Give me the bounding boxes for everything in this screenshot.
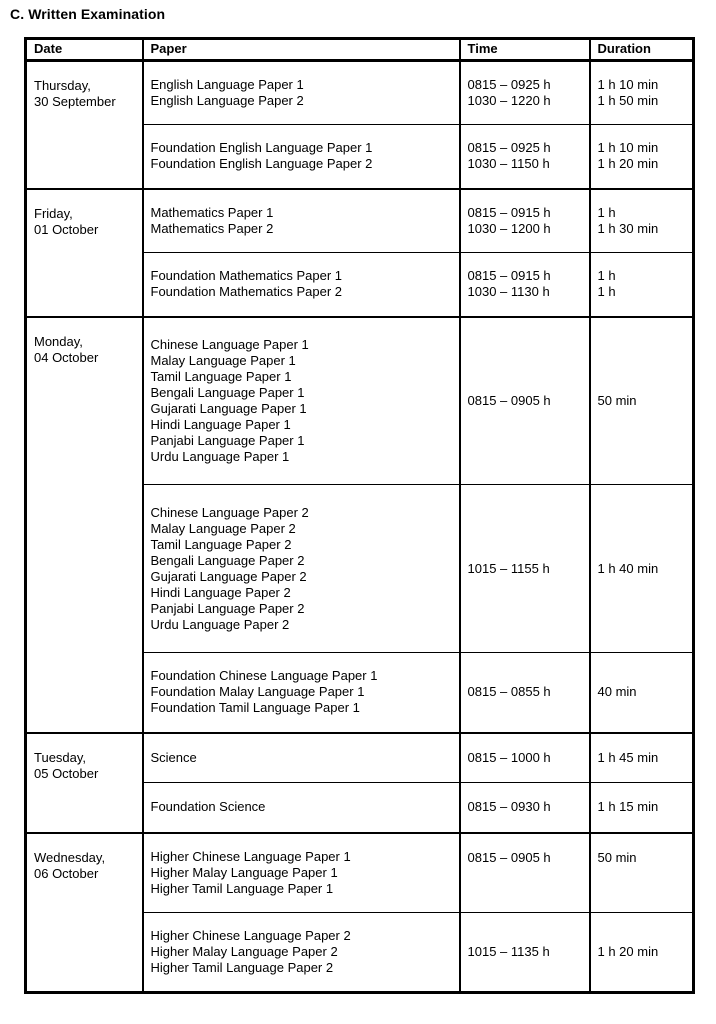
paper-cell xyxy=(143,61,460,125)
duration-line: 1 h 10 min xyxy=(597,140,659,156)
paper-line: Malay Language Paper 1 xyxy=(150,352,296,368)
paper-line: Bengali Language Paper 2 xyxy=(150,552,305,568)
time-line: 1015 – 1135 h xyxy=(467,944,550,959)
time-line: 0815 – 0905 h xyxy=(467,849,551,865)
paper-line: Bengali Language Paper 1 xyxy=(150,384,305,400)
time-line: 0815 – 0915 h xyxy=(467,268,551,284)
duration-cell xyxy=(590,189,694,253)
time-cell xyxy=(460,317,590,485)
duration-cell xyxy=(590,653,694,733)
time-line: 1015 – 1155 h xyxy=(467,560,550,576)
paper-line: Urdu Language Paper 1 xyxy=(150,448,290,464)
time-line: 0815 – 0915 h xyxy=(467,204,551,220)
paper-line: Higher Malay Language Paper 2 xyxy=(150,944,338,959)
column-header-date: Date xyxy=(26,39,143,61)
paper-cell xyxy=(143,485,460,653)
duration-line: 1 h 50 min xyxy=(597,93,659,108)
paper-cell xyxy=(143,913,460,993)
paper-line: Foundation English Language Paper 2 xyxy=(150,156,373,172)
duration-line: 1 h xyxy=(597,268,616,284)
paper-line: Mathematics Paper 1 xyxy=(150,204,274,220)
date-line: Monday, xyxy=(34,333,83,349)
paper-line: Foundation Tamil Language Paper 1 xyxy=(150,700,360,716)
time-cell xyxy=(460,485,590,653)
paper-line: Science xyxy=(150,749,197,765)
section-heading: C. Written Examination xyxy=(10,6,166,22)
paper-line: Hindi Language Paper 2 xyxy=(150,584,291,600)
date-line: Friday, xyxy=(34,205,73,221)
time-line: 0815 – 0930 h xyxy=(467,799,551,815)
time-line: 0815 – 0925 h xyxy=(467,140,551,156)
date-line: Thursday, xyxy=(34,78,91,93)
timetable-row xyxy=(26,317,694,485)
duration-line: 1 h xyxy=(597,204,616,220)
paper-line: Higher Chinese Language Paper 1 xyxy=(150,848,351,864)
column-header-time: Time xyxy=(460,39,590,61)
duration-line: 1 h 15 min xyxy=(597,799,659,815)
paper-line: Foundation Mathematics Paper 1 xyxy=(150,268,342,284)
paper-line: Tamil Language Paper 2 xyxy=(150,536,292,552)
duration-cell xyxy=(590,317,694,485)
paper-line: Tamil Language Paper 1 xyxy=(150,368,292,384)
duration-line: 1 h 30 min xyxy=(597,220,659,236)
paper-cell xyxy=(143,253,460,317)
duration-line: 1 h xyxy=(597,284,616,300)
duration-line: 1 h 40 min xyxy=(597,560,659,576)
paper-cell xyxy=(143,125,460,189)
time-cell xyxy=(460,61,590,125)
time-line: 1030 – 1220 h xyxy=(467,93,551,108)
time-line: 0815 – 0925 h xyxy=(467,77,551,92)
paper-line: English Language Paper 1 xyxy=(150,77,304,92)
date-cell xyxy=(26,833,143,993)
timetable-row xyxy=(26,61,694,125)
time-line: 1030 – 1200 h xyxy=(467,220,551,236)
paper-line: Hindi Language Paper 1 xyxy=(150,416,291,432)
date-line: 30 September xyxy=(34,94,116,109)
time-line: 1030 – 1150 h xyxy=(467,156,550,172)
paper-line: Gujarati Language Paper 1 xyxy=(150,400,307,416)
duration-line: 1 h 20 min xyxy=(597,156,659,172)
time-cell xyxy=(460,913,590,993)
time-cell xyxy=(460,189,590,253)
date-line: 05 October xyxy=(34,765,99,781)
duration-line: 1 h 45 min xyxy=(597,749,659,765)
duration-cell xyxy=(590,913,694,993)
table-body xyxy=(26,61,694,993)
duration-line: 50 min xyxy=(597,849,637,865)
paper-line: Urdu Language Paper 2 xyxy=(150,616,290,632)
time-cell xyxy=(460,125,590,189)
time-line: 0815 – 0855 h xyxy=(467,684,551,700)
duration-cell xyxy=(590,733,694,783)
time-line: 0815 – 1000 h xyxy=(467,749,551,765)
date-cell xyxy=(26,733,143,833)
timetable-row xyxy=(26,189,694,253)
duration-cell xyxy=(590,61,694,125)
duration-cell xyxy=(590,125,694,189)
paper-line: Foundation Chinese Language Paper 1 xyxy=(150,668,378,684)
paper-line: Foundation Mathematics Paper 2 xyxy=(150,284,342,300)
date-line: Wednesday, xyxy=(34,849,106,865)
paper-cell xyxy=(143,317,460,485)
paper-line: Higher Tamil Language Paper 2 xyxy=(150,960,334,975)
exam-timetable xyxy=(24,37,695,994)
time-cell xyxy=(460,733,590,783)
paper-cell xyxy=(143,833,460,913)
paper-line: Gujarati Language Paper 2 xyxy=(150,568,307,584)
duration-cell xyxy=(590,783,694,833)
paper-line: Higher Malay Language Paper 1 xyxy=(150,864,338,880)
duration-line: 50 min xyxy=(597,392,637,408)
paper-line: Mathematics Paper 2 xyxy=(150,220,274,236)
paper-cell xyxy=(143,733,460,783)
duration-cell xyxy=(590,253,694,317)
date-line: 01 October xyxy=(34,221,99,237)
paper-line: Foundation Malay Language Paper 1 xyxy=(150,684,365,700)
paper-line: Panjabi Language Paper 2 xyxy=(150,600,305,616)
paper-line: Malay Language Paper 2 xyxy=(150,520,296,536)
paper-line: Higher Tamil Language Paper 1 xyxy=(150,880,334,896)
column-header-duration: Duration xyxy=(590,39,694,61)
paper-line: Panjabi Language Paper 1 xyxy=(150,432,305,448)
date-line: 04 October xyxy=(34,349,99,365)
time-cell xyxy=(460,253,590,317)
time-line: 0815 – 0905 h xyxy=(467,392,551,408)
column-header-paper: Paper xyxy=(143,39,460,61)
paper-line: Foundation Science xyxy=(150,799,266,815)
paper-line: Chinese Language Paper 1 xyxy=(150,336,309,352)
paper-cell xyxy=(143,783,460,833)
duration-cell xyxy=(590,485,694,653)
date-cell xyxy=(26,317,143,733)
paper-line: English Language Paper 2 xyxy=(150,93,304,108)
duration-line: 1 h 20 min xyxy=(597,944,659,959)
date-line: Tuesday, xyxy=(34,749,87,765)
date-line: 06 October xyxy=(34,865,99,881)
timetable-row xyxy=(26,733,694,783)
paper-cell xyxy=(143,189,460,253)
time-line: 1030 – 1130 h xyxy=(467,284,550,300)
table-header-row xyxy=(26,39,694,61)
time-cell xyxy=(460,653,590,733)
paper-line: Higher Chinese Language Paper 2 xyxy=(150,928,351,943)
paper-cell xyxy=(143,653,460,733)
date-cell xyxy=(26,189,143,317)
time-cell xyxy=(460,833,590,913)
duration-line: 1 h 10 min xyxy=(597,77,659,92)
duration-line: 40 min xyxy=(597,684,637,700)
duration-cell xyxy=(590,833,694,913)
timetable-row xyxy=(26,833,694,913)
paper-line: Chinese Language Paper 2 xyxy=(150,504,309,520)
time-cell xyxy=(460,783,590,833)
date-cell xyxy=(26,61,143,189)
paper-line: Foundation English Language Paper 1 xyxy=(150,140,373,156)
